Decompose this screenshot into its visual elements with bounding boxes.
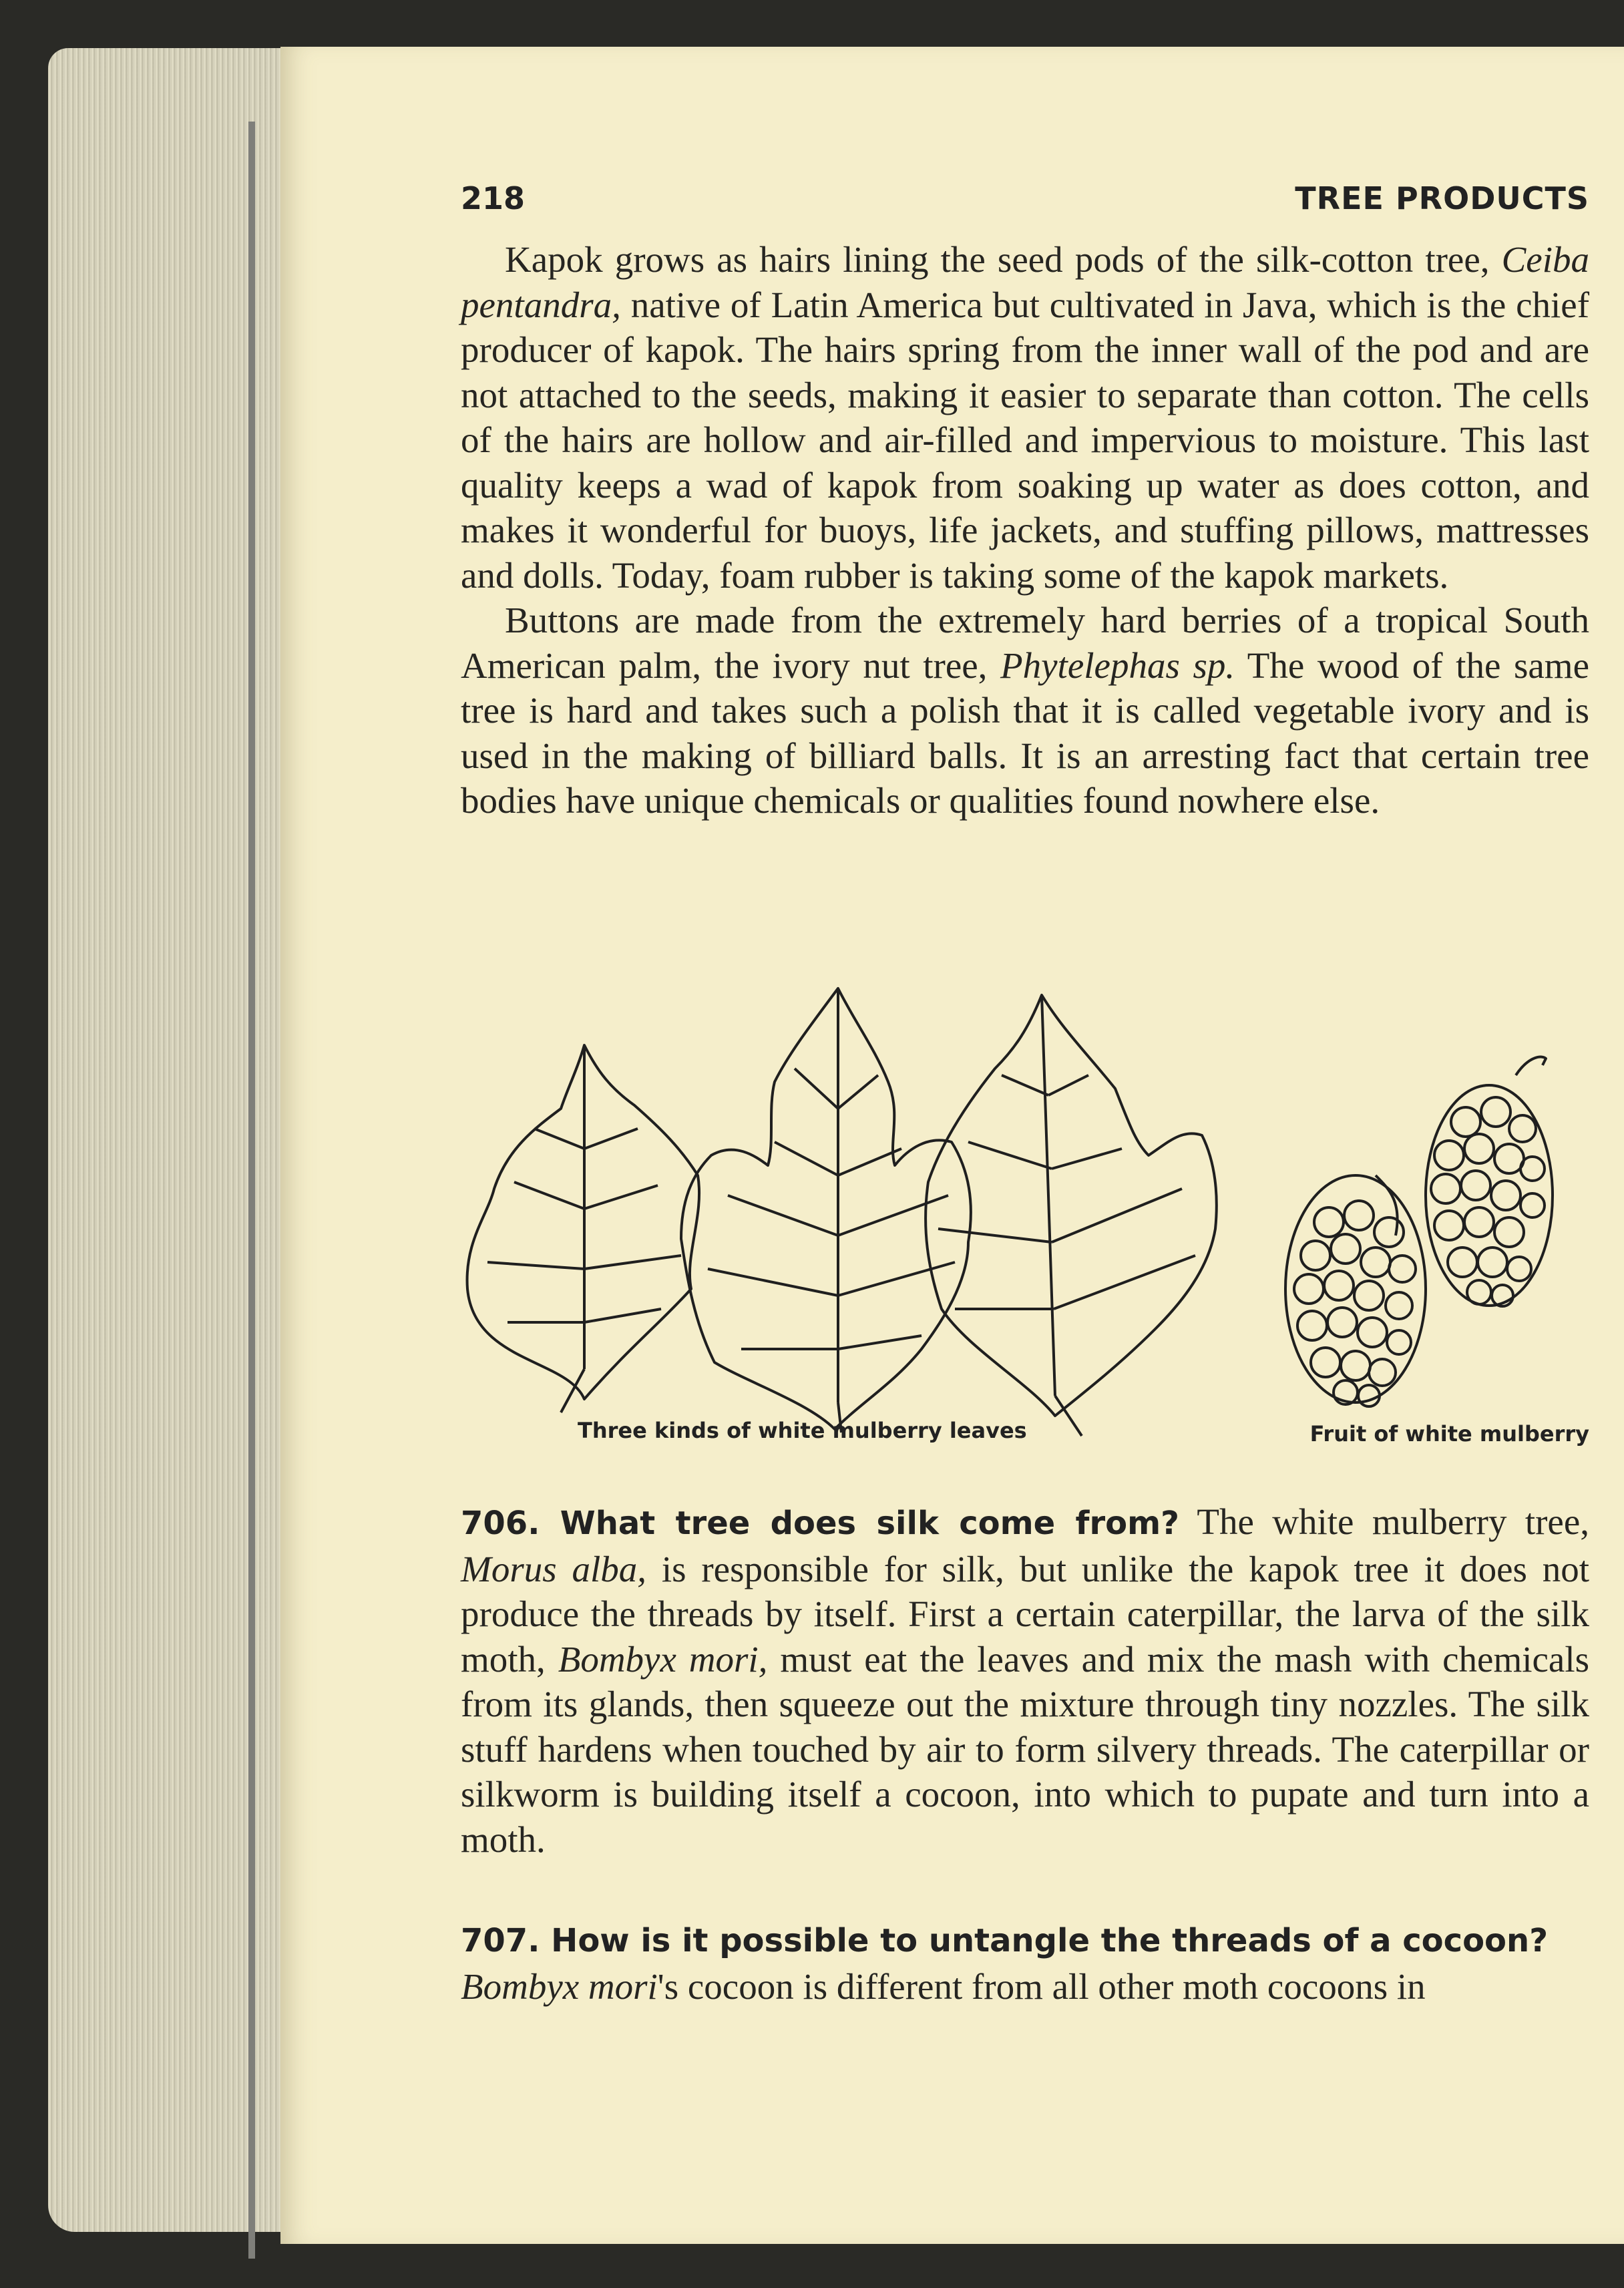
intro-text bbox=[461, 237, 1589, 823]
mulberry-leaf-2-icon bbox=[681, 988, 971, 1433]
species-bombyx: Bombyx mori, bbox=[558, 1638, 768, 1680]
mulberry-leaf-1-icon bbox=[467, 1045, 700, 1412]
page-number: 218 bbox=[461, 180, 526, 216]
leaves-caption: Three kinds of white mulberry leaves bbox=[578, 1418, 1027, 1443]
species-phytelephas: Phytelephas sp. bbox=[1000, 644, 1235, 686]
mulberry-fruit-1-icon bbox=[1285, 1175, 1426, 1406]
q707-heading: 707. How is it possible to untangle the threads of a cocoon? bbox=[461, 1922, 1549, 1959]
question-706 bbox=[461, 1499, 1589, 1862]
kapok-paragraph: Kapok grows as hairs lining the seed pods of the silk-cotton tree, Ceiba pentandra, native of Latin America but cultivated in Java, which is the chief producer of kapok. The hairs spring from the inner wall of the pod and are not attached to the seeds, making it easier to separate than cotton. The cells of the hairs are hollow and air-filled and impervious to moisture. This last quality keeps a wad of kapok from soaking up water as does cotton, and makes it wonderful for buoys, life jackets, and stuffing pillows, mattresses and dolls. Today, foam rubber is taking some of the kapok markets. bbox=[461, 239, 1590, 596]
q706-paragraph: 706. What tree does silk come from? The white mulberry tree, Morus alba, is responsible for silk, but unlike the kapok tree it does not produce the threads by itself. First a certain caterpillar, the larva of the silk moth, Bombyx mori, must eat the leaves and mix the mash with chemicals from its glands, then squeeze out the mixture through tiny nozzles. The silk stuff hardens when touched by air to form silvery threads. The caterpillar or silkworm is building itself a cocoon, into which to pupate and turn into a moth. bbox=[461, 1501, 1590, 1860]
q706-heading: 706. What tree does silk come from? bbox=[461, 1505, 1179, 1542]
q707-paragraph: 707. How is it possible to untangle the threads of a cocoon? Bombyx mori's cocoon is different from all other moth cocoons in bbox=[461, 1922, 1549, 2007]
species-ceiba: Ceiba pentandra, bbox=[461, 239, 1589, 325]
mulberry-illustration bbox=[461, 975, 1589, 1443]
mulberry-fruit-2-icon bbox=[1426, 1057, 1553, 1306]
section-title: TREE PRODUCTS bbox=[1295, 180, 1589, 216]
book-page-edges bbox=[48, 48, 288, 2232]
question-707 bbox=[461, 1917, 1589, 2009]
species-bombyx-707: Bombyx mori bbox=[461, 1965, 658, 2007]
page-edge-shadow bbox=[248, 122, 255, 2259]
buttons-paragraph: Buttons are made from the extremely hard berries of a tropical South American palm, the ivory nut tree, Phytelephas sp. The wood of the same tree is hard and takes such a polish that it is called vegetable ivory and is used in the making of billiard balls. It is an arresting fact that certain tree bodies have unique chemicals or qualities found nowhere else. bbox=[461, 600, 1590, 821]
species-morus: Morus alba, bbox=[461, 1548, 646, 1589]
page-header bbox=[461, 180, 1589, 227]
mulberry-figure bbox=[461, 975, 1589, 1447]
mulberry-leaf-3-icon bbox=[926, 995, 1217, 1436]
fruit-caption: Fruit of white mulberry bbox=[1309, 1421, 1589, 1447]
